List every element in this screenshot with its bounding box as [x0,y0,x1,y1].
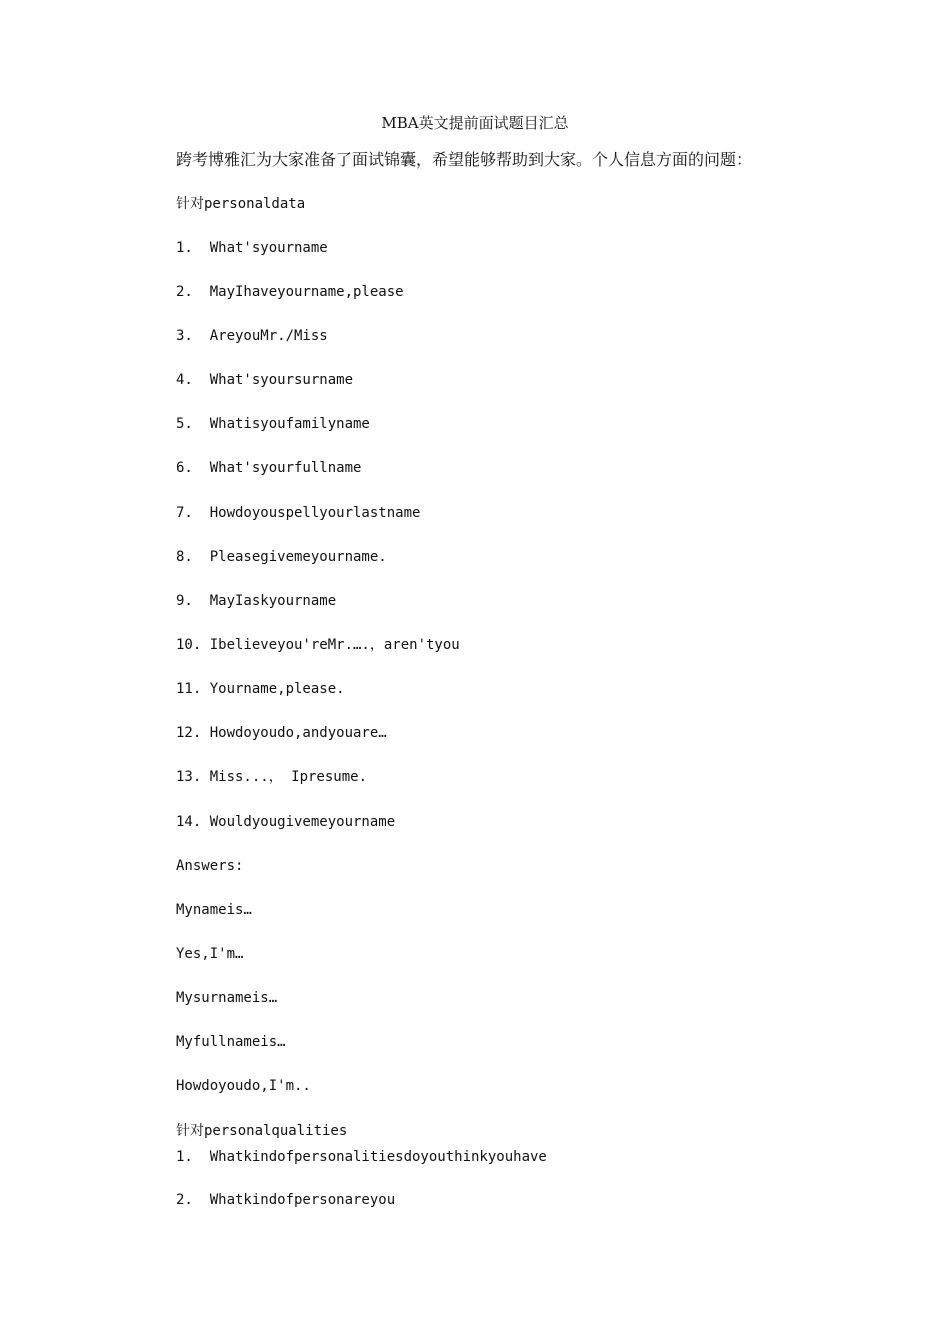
section-heading-personal-qualities: 针对personalqualities [176,1123,348,1139]
question-item: 14. Wouldyougivemeyourname [176,814,396,830]
answers-label: Answers: [176,858,244,874]
question-item: 1. What'syourname [176,240,328,256]
intro-paragraph: 跨考博雅汇为大家准备了面试锦囊，希望能够帮助到大家。个人信息方面的问题： [176,150,753,169]
question-item: 4. What'syoursurname [176,372,354,388]
question-item: 3. AreyouMr./Miss [176,328,328,344]
answer-item: Mysurnameis… [176,990,278,1006]
question-item: 10. Ibelieveyou'reMr.….，aren'tyou [176,637,460,653]
question-item: 7. Howdoyouspellyourlastname [176,505,421,521]
question-item: 2. MayIhaveyourname,please [176,284,404,300]
section-heading-personal-data: 针对personaldata [176,196,306,212]
question-item: 1. Whatkindofpersonalitiesdoyouthinkyouhave [176,1149,547,1165]
question-item: 2. Whatkindofpersonareyou [176,1192,396,1208]
answer-item: Myfullnameis… [176,1034,286,1050]
answer-item: Howdoyoudo,I'm.. [176,1078,311,1094]
answer-item: Mynameis… [176,902,252,918]
question-item: 13. Miss...， Ipresume. [176,769,368,785]
document-title: MBA英文提前面试题目汇总 [381,114,569,132]
question-item: 9. MayIaskyourname [176,593,337,609]
answer-item: Yes,I'm… [176,946,244,962]
question-item: 11. Yourname,please. [176,681,345,697]
question-item: 5. Whatisyoufamilyname [176,416,370,432]
question-item: 12. Howdoyoudo,andyouare… [176,725,387,741]
question-item: 6. What'syourfullname [176,460,362,476]
question-item: 8. Pleasegivemeyourname. [176,549,387,565]
